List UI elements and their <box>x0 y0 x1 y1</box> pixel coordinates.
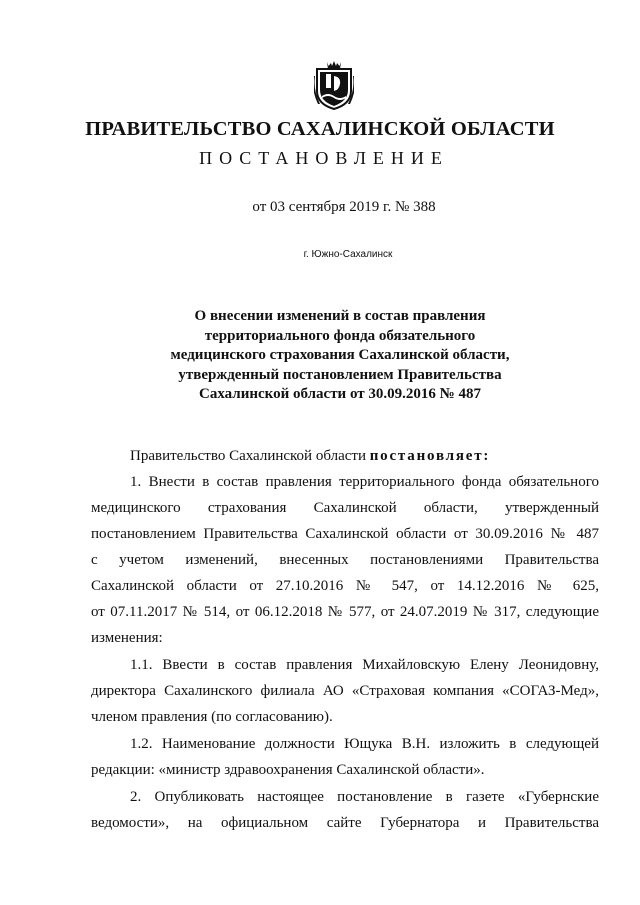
subject-line: О внесении изменений в состав правления <box>194 308 486 324</box>
body-line-text: директора Сахалинского филиала АО «Страховая компания «СОГАЗ-Мед», <box>91 683 599 699</box>
body-line <box>91 524 599 544</box>
body-line-text: 1. Внести в состав правления территориального фонда обязательного <box>130 474 599 490</box>
subject-line: Сахалинской области от 30.09.2016 № 487 <box>199 386 481 403</box>
intro-line <box>130 446 490 466</box>
body-line-text: 1.2. Наименование должности Ющука В.Н. изложить в следующей <box>130 736 599 752</box>
body-line-text: изменения: <box>91 630 163 646</box>
body-line <box>91 550 599 570</box>
date-number: от 03 сентября 2019 г. № 388 <box>252 199 436 215</box>
body-line <box>130 472 599 492</box>
body-line <box>91 498 599 518</box>
subject-line: медицинского страхования Сахалинской области, <box>170 347 510 364</box>
coat-of-arms-icon <box>314 60 354 110</box>
body-line-text: медицинского страхования Сахалинской области, утвержденный <box>91 500 599 516</box>
subject-line: утвержденный постановлением Правительства <box>178 366 502 383</box>
government-title: ПРАВИТЕЛЬСТВО САХАЛИНСКОЙ ОБЛАСТИ <box>85 118 555 140</box>
body-line-text: редакции: «министр здравоохранения Сахалинской области». <box>91 762 485 778</box>
body-line-text: от 07.11.2017 № 514, от 06.12.2018 № 577, от 24.07.2019 № 317, следующие <box>91 604 599 620</box>
body-line-text: с учетом изменений, внесенных постановлениями Правительства <box>91 552 599 568</box>
body-line-text: Сахалинской области от 27.10.2016 № 547, от 14.12.2016 № 625, <box>91 578 599 594</box>
body-line <box>91 760 485 780</box>
subject-line: территориального фонда обязательного <box>204 327 476 344</box>
body-line-text: постановлением Правительства Сахалинской области от 30.09.2016 № 487 <box>91 526 599 542</box>
body-line <box>91 813 599 833</box>
intro-keyword: постановляет: <box>369 448 491 464</box>
body-line <box>91 707 333 727</box>
body-line <box>130 734 599 754</box>
body-line <box>91 681 599 701</box>
document-subject <box>130 307 550 405</box>
body-line <box>91 576 599 596</box>
body-line-text: 1.1. Ввести в состав правления Михайловскую Елену Леонидовну, <box>130 657 599 673</box>
body-line <box>130 655 599 675</box>
document-type: ПОСТАНОВЛЕНИЕ <box>199 148 449 168</box>
intro-prefix: Правительство Сахалинской области <box>130 448 366 464</box>
body-line-text: 2. Опубликовать настоящее постановление в газете «Губернские <box>130 789 599 805</box>
body-line-text: ведомости», на официальном сайте Губернатора и Правительства <box>91 815 599 831</box>
body-line <box>91 628 163 648</box>
body-line <box>91 602 599 622</box>
body-line <box>130 787 599 807</box>
body-line-text: членом правления (по согласованию). <box>91 709 333 725</box>
city-name: г. Южно-Сахалинск <box>303 249 393 260</box>
